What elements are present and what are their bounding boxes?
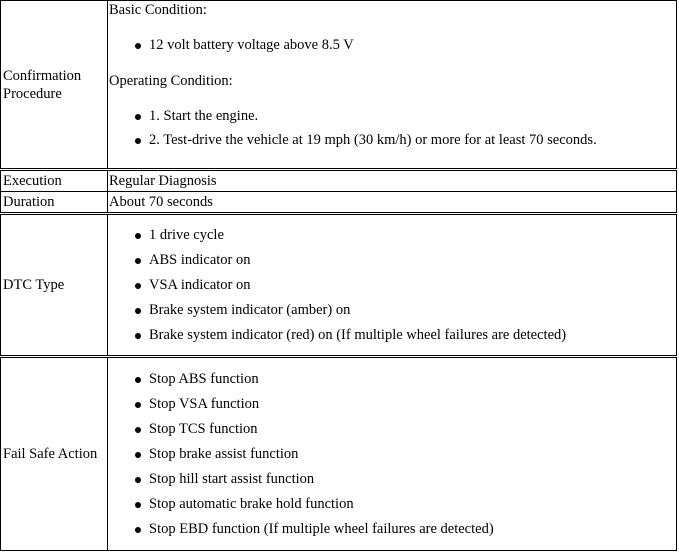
row-duration (1, 192, 677, 214)
value-confirmation (108, 1, 677, 170)
row-execution (1, 170, 677, 192)
list-item: Brake system indicator (red) on (If multiple wheel failures are detected) (135, 326, 676, 344)
row-dtc-type (1, 214, 677, 357)
row-fail-safe (1, 357, 677, 551)
label-duration: Duration (1, 192, 108, 214)
list-item: Stop brake assist function (135, 445, 676, 463)
value-duration: About 70 seconds (108, 192, 677, 214)
value-dtc-type (108, 214, 677, 357)
list-item: Stop hill start assist function (135, 470, 676, 488)
list-item: 2. Test-drive the vehicle at 19 mph (30 km/h) or more for at least 70 seconds. (135, 131, 676, 149)
basic-condition-heading: Basic Condition: (109, 2, 207, 18)
label-confirmation: Confirmation Procedure (1, 1, 108, 170)
list-item: 1 drive cycle (135, 226, 676, 244)
list-item: Stop EBD function (If multiple wheel failures are detected) (135, 520, 676, 538)
label-execution: Execution (1, 170, 108, 192)
label-fail-safe: Fail Safe Action (1, 357, 108, 551)
list-item: Stop VSA function (135, 395, 676, 413)
label-dtc-type: DTC Type (1, 214, 108, 357)
list-item: Brake system indicator (amber) on (135, 301, 676, 319)
row-confirmation (1, 1, 677, 170)
value-fail-safe (108, 357, 677, 551)
basic-condition-list (109, 36, 676, 54)
list-item: VSA indicator on (135, 276, 676, 294)
list-item: 1. Start the engine. (135, 107, 676, 125)
list-item: Stop automatic brake hold function (135, 495, 676, 513)
operating-condition-heading: Operating Condition: (109, 73, 233, 89)
list-item: Stop ABS function (135, 370, 676, 388)
dtc-type-list (109, 226, 676, 344)
list-item: ABS indicator on (135, 251, 676, 269)
list-item: 12 volt battery voltage above 8.5 V (135, 36, 676, 54)
operating-condition-list (109, 107, 676, 149)
fail-safe-list (109, 370, 676, 538)
list-item: Stop TCS function (135, 420, 676, 438)
value-execution: Regular Diagnosis (108, 170, 677, 192)
